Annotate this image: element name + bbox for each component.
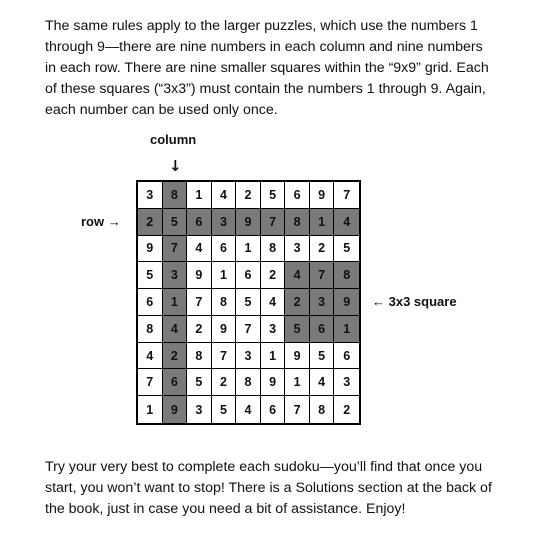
- sudoku-cell: 7: [310, 262, 335, 289]
- sudoku-cell: 1: [138, 396, 163, 423]
- sudoku-cell: 9: [285, 343, 310, 370]
- sudoku-cell: 3: [187, 396, 212, 423]
- sudoku-cell: 9: [261, 369, 286, 396]
- sudoku-cell: 9: [138, 236, 163, 263]
- sudoku-cell: 6: [163, 369, 188, 396]
- sudoku-cell: 8: [236, 369, 261, 396]
- sudoku-cell: 9: [163, 396, 188, 423]
- sudoku-cell: 4: [187, 236, 212, 263]
- sudoku-cell: 6: [236, 262, 261, 289]
- sudoku-cell: 9: [212, 316, 237, 343]
- sudoku-cell: 1: [261, 343, 286, 370]
- sudoku-cell: 4: [310, 369, 335, 396]
- sudoku-cell: 5: [138, 262, 163, 289]
- sudoku-grid: [136, 180, 361, 425]
- sudoku-cell: 3: [212, 209, 237, 236]
- sudoku-cell: 7: [163, 236, 188, 263]
- sudoku-cell: 4: [138, 343, 163, 370]
- sudoku-cell: 4: [334, 209, 359, 236]
- sudoku-cell: 1: [310, 209, 335, 236]
- sudoku-cell: 5: [187, 369, 212, 396]
- sudoku-cell: 1: [187, 182, 212, 209]
- sudoku-cell: 9: [310, 182, 335, 209]
- intro-line: each number can be used only once.: [45, 102, 278, 118]
- sudoku-cell: 5: [236, 289, 261, 316]
- sudoku-cell: 4: [163, 316, 188, 343]
- sudoku-cell: 2: [212, 369, 237, 396]
- sudoku-cell: 8: [187, 343, 212, 370]
- sudoku-cell: 9: [236, 209, 261, 236]
- sudoku-cell: 7: [261, 209, 286, 236]
- sudoku-cell: 2: [310, 236, 335, 263]
- sudoku-cell: 3: [261, 316, 286, 343]
- outro-line: the book, just in case you need a bit of assistance. Enjoy!: [45, 501, 406, 517]
- sudoku-cell: 4: [261, 289, 286, 316]
- square-label: ← 3x3 square: [372, 294, 457, 309]
- sudoku-cell: 8: [310, 396, 335, 423]
- sudoku-cell: 9: [187, 262, 212, 289]
- sudoku-cell: 6: [212, 236, 237, 263]
- outro-line: start, you won’t want to stop! There is a Solutions section at the back of: [45, 480, 492, 496]
- sudoku-cell: 3: [163, 262, 188, 289]
- sudoku-cell: 7: [212, 343, 237, 370]
- sudoku-cell: 6: [138, 289, 163, 316]
- sudoku-cell: 7: [236, 316, 261, 343]
- sudoku-cell: 2: [236, 182, 261, 209]
- sudoku-cell: 8: [261, 236, 286, 263]
- outro-paragraph: [45, 457, 515, 520]
- sudoku-cell: 8: [138, 316, 163, 343]
- sudoku-cell: 6: [261, 396, 286, 423]
- sudoku-cell: 3: [310, 289, 335, 316]
- sudoku-cell: 2: [334, 396, 359, 423]
- sudoku-cell: 4: [285, 262, 310, 289]
- sudoku-cell: 8: [212, 289, 237, 316]
- sudoku-cell: 5: [261, 182, 286, 209]
- sudoku-cell: 1: [212, 262, 237, 289]
- outro-line: Try your very best to complete each sudoku—you’ll find that once you: [45, 459, 483, 475]
- sudoku-cell: 5: [212, 396, 237, 423]
- intro-paragraph: [45, 16, 515, 121]
- sudoku-cell: 8: [334, 262, 359, 289]
- sudoku-cell: 1: [236, 236, 261, 263]
- sudoku-cell: 7: [334, 182, 359, 209]
- sudoku-cell: 9: [334, 289, 359, 316]
- sudoku-cell: 3: [334, 369, 359, 396]
- intro-line: The same rules apply to the larger puzzles, which use the numbers 1: [45, 18, 478, 34]
- sudoku-cell: 4: [212, 182, 237, 209]
- sudoku-cell: 8: [163, 182, 188, 209]
- intro-line: in each row. There are nine smaller squares within the “9x9” grid. Each: [45, 60, 489, 76]
- sudoku-cell: 6: [334, 343, 359, 370]
- sudoku-cell: 5: [334, 236, 359, 263]
- sudoku-cell: 1: [285, 369, 310, 396]
- sudoku-cell: 6: [310, 316, 335, 343]
- sudoku-cell: 1: [163, 289, 188, 316]
- sudoku-cell: 6: [187, 209, 212, 236]
- column-arrow-icon: ↓: [169, 157, 182, 175]
- sudoku-cell: 8: [285, 209, 310, 236]
- sudoku-cell: 3: [285, 236, 310, 263]
- sudoku-cell: 4: [236, 396, 261, 423]
- sudoku-cell: 2: [261, 262, 286, 289]
- sudoku-cell: 2: [285, 289, 310, 316]
- sudoku-cell: 7: [187, 289, 212, 316]
- intro-line: of these squares (“3x3”) must contain the numbers 1 through 9. Again,: [45, 81, 486, 97]
- sudoku-cell: 5: [285, 316, 310, 343]
- intro-line: through 9—there are nine numbers in each column and nine numbers: [45, 39, 483, 55]
- sudoku-cell: 3: [138, 182, 163, 209]
- sudoku-cell: 2: [163, 343, 188, 370]
- sudoku-cell: 1: [334, 316, 359, 343]
- sudoku-cell: 7: [138, 369, 163, 396]
- sudoku-cell: 2: [187, 316, 212, 343]
- sudoku-cell: 7: [285, 396, 310, 423]
- sudoku-cell: 5: [310, 343, 335, 370]
- sudoku-cell: 2: [138, 209, 163, 236]
- sudoku-cell: 6: [285, 182, 310, 209]
- sudoku-cell: 3: [236, 343, 261, 370]
- sudoku-cell: 5: [163, 209, 188, 236]
- row-label: row →: [81, 214, 121, 229]
- column-label: column: [150, 132, 197, 147]
